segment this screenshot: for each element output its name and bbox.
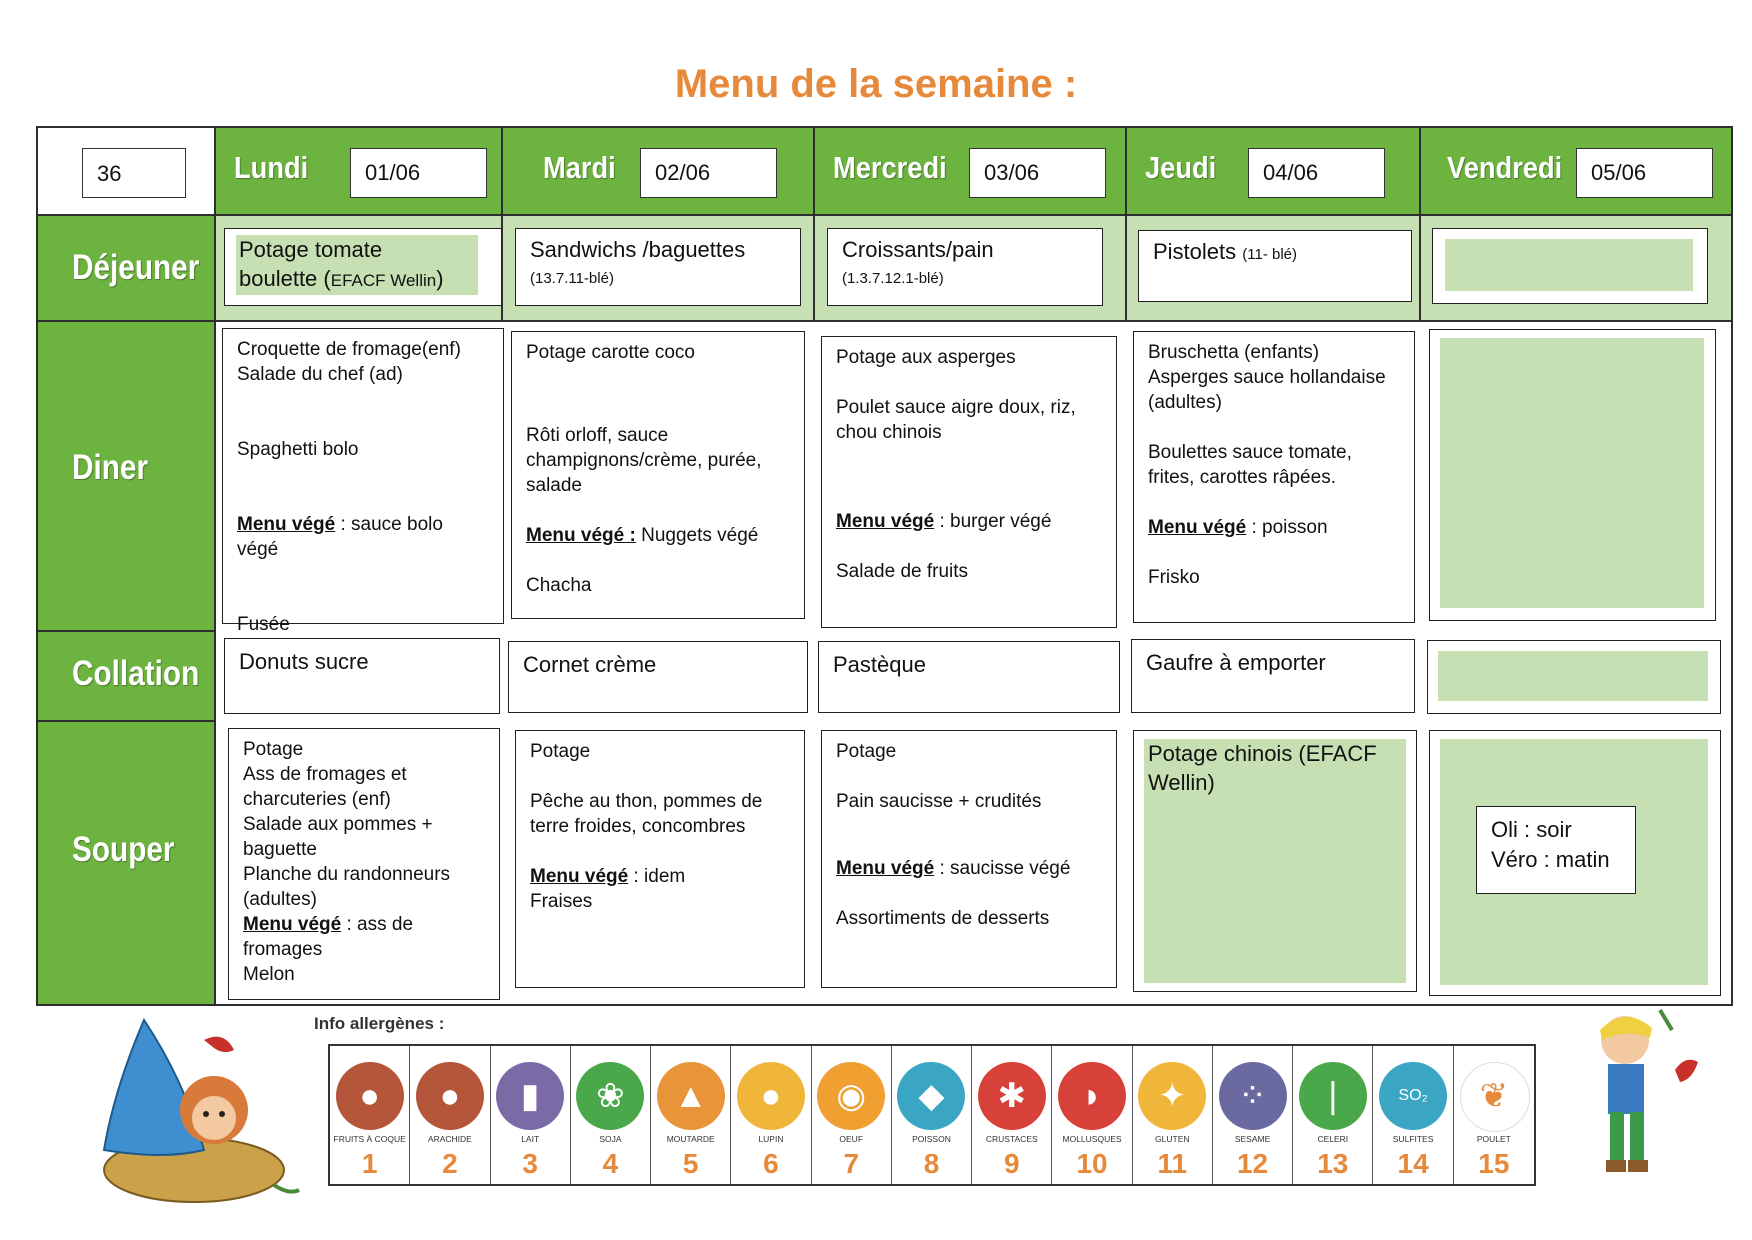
allergen-codes: (13.7.11-blé) xyxy=(530,270,614,287)
vege-dish: : burger végé xyxy=(934,511,1052,532)
allergen-name: LUPIN xyxy=(758,1134,784,1144)
allergen-glyph: ◉ xyxy=(836,1077,867,1115)
allergen-item xyxy=(1052,1046,1132,1184)
diner-lundi xyxy=(222,328,504,635)
diner-jeudi xyxy=(1133,331,1415,623)
date-field: 05/06 xyxy=(1576,148,1713,198)
allergen-item xyxy=(731,1046,811,1184)
allergen-glyph: ✦ xyxy=(1158,1077,1187,1115)
dejeuner-mardi xyxy=(515,228,801,306)
allergen-glyph: ▮ xyxy=(520,1077,540,1115)
dish: Rôti orloff, sauce champignons/crème, purée, salade xyxy=(526,425,762,496)
day-name: Mercredi xyxy=(833,150,947,185)
dish: Salade aux pommes + baguette xyxy=(243,814,433,860)
row-label-dejeuner: Déjeuner xyxy=(72,248,200,287)
allergen-name: MOLLUSQUES xyxy=(1062,1134,1122,1144)
dish: Pêche au thon, pommes de terre froides, concombres xyxy=(530,791,763,837)
allergen-item xyxy=(330,1046,410,1184)
allergen-glyph: ◗ xyxy=(1081,1077,1103,1115)
collation-vendredi xyxy=(1427,640,1721,714)
dish: Potage xyxy=(243,739,304,760)
allergen-item xyxy=(812,1046,892,1184)
allergen-item xyxy=(1454,1046,1534,1184)
allergen-glyph: ✱ xyxy=(997,1077,1026,1115)
allergen-number: 12 xyxy=(1236,1148,1269,1179)
dish: Potage xyxy=(530,741,591,762)
row-label-collation: Collation xyxy=(72,654,200,693)
dish: boulette ( xyxy=(239,266,331,291)
collation-lundi: Donuts sucre xyxy=(224,638,500,714)
row-label-souper: Souper xyxy=(72,830,175,869)
allergen-name: CELERI xyxy=(1317,1134,1349,1144)
staff-note xyxy=(1476,806,1636,894)
dish: Poulet sauce aigre doux, riz, chou chinois xyxy=(836,397,1076,443)
allergen-number: 7 xyxy=(843,1148,860,1179)
allergen-number: 6 xyxy=(763,1148,779,1179)
dejeuner-vendredi xyxy=(1432,228,1708,304)
allergen-glyph: ◆ xyxy=(918,1077,945,1115)
week-number: 36 xyxy=(82,148,186,198)
dish: Planche du randonneurs (adultes) xyxy=(243,864,451,910)
collation-mardi: Cornet crème xyxy=(508,641,808,713)
allergen-item xyxy=(1133,1046,1213,1184)
allergen-item xyxy=(1213,1046,1293,1184)
allergen-number: 4 xyxy=(602,1148,619,1179)
paren: ) xyxy=(436,266,444,291)
dejeuner-mercredi xyxy=(827,228,1103,306)
vege-label: Menu végé xyxy=(836,858,935,879)
vege-dish: : idem xyxy=(628,866,686,887)
dish: Salade du chef (ad) xyxy=(237,364,403,385)
allergen-glyph: ❦ xyxy=(1479,1077,1509,1115)
allergen-glyph: ❘ xyxy=(1318,1077,1348,1115)
allergen-glyph: ● xyxy=(760,1077,782,1115)
allergen-name: SESAME xyxy=(1234,1134,1271,1144)
day-header-mercredi xyxy=(815,128,1125,214)
date-field: 01/06 xyxy=(350,148,487,198)
dish: Asperges sauce hollandaise (adultes) xyxy=(1148,367,1386,413)
allergen-item xyxy=(1373,1046,1453,1184)
date-field: 02/06 xyxy=(640,148,777,198)
empty-highlight xyxy=(1440,338,1704,608)
day-header-mardi xyxy=(503,128,813,214)
allergen-name: POULET xyxy=(1476,1134,1511,1144)
dessert: Salade de fruits xyxy=(836,561,969,582)
collation-jeudi: Gaufre à emporter xyxy=(1131,639,1415,713)
dish: Pistolets xyxy=(1153,239,1237,264)
allergen-item xyxy=(491,1046,571,1184)
vege-dish: : ass de fromages xyxy=(243,914,414,960)
dessert: Chacha xyxy=(526,575,592,596)
page-title: Menu de la semaine : xyxy=(674,62,1078,106)
allergen-number: 13 xyxy=(1317,1148,1349,1179)
day-header-jeudi xyxy=(1127,128,1419,214)
allergen-name: LAIT xyxy=(521,1134,540,1144)
dessert: Fraises xyxy=(530,891,593,912)
allergen-name: GLUTEN xyxy=(1155,1134,1190,1144)
vege-label: Menu végé xyxy=(237,514,336,535)
dessert: Frisko xyxy=(1148,567,1200,588)
empty-highlight xyxy=(1438,651,1708,701)
dessert: Melon xyxy=(243,964,295,985)
day-name: Jeudi xyxy=(1145,150,1217,185)
mascot-acorn-icon xyxy=(74,1000,304,1210)
allergen-name: CRUSTACES xyxy=(985,1134,1038,1144)
allergen-item xyxy=(1293,1046,1373,1184)
note-line: Véro : matin xyxy=(1491,847,1610,872)
allergen-name: OEUF xyxy=(839,1134,864,1144)
allergen-item xyxy=(972,1046,1052,1184)
supplier: EFACF Wellin xyxy=(330,271,437,290)
vege-dish: : poisson xyxy=(1246,517,1328,538)
souper-mardi xyxy=(515,730,805,988)
allergen-item xyxy=(892,1046,972,1184)
week-cell xyxy=(38,128,216,214)
souper-lundi xyxy=(228,728,500,1000)
allergen-name: SOJA xyxy=(599,1134,622,1144)
allergen-item xyxy=(571,1046,651,1184)
allergen-number: 11 xyxy=(1157,1148,1188,1179)
vege-dish: : saucisse végé xyxy=(934,858,1071,879)
date-field: 04/06 xyxy=(1248,148,1385,198)
allergen-number: 5 xyxy=(682,1148,699,1179)
allergen-name: POISSON xyxy=(912,1134,951,1144)
allergen-title: Info allergènes : xyxy=(314,1014,445,1033)
allergen-number: 2 xyxy=(442,1148,458,1179)
dish: Croissants/pain xyxy=(842,237,994,262)
vege-dish: Nuggets végé xyxy=(635,525,759,546)
collation-mercredi: Pastèque xyxy=(818,641,1120,713)
day-name: Vendredi xyxy=(1447,150,1563,185)
vege-label: Menu végé : xyxy=(526,525,636,546)
allergen-item xyxy=(410,1046,490,1184)
dish: Spaghetti bolo xyxy=(237,439,359,460)
allergen-name: ARACHIDE xyxy=(427,1134,472,1144)
day-name: Mardi xyxy=(543,150,616,185)
vege-label: Menu végé xyxy=(1148,517,1247,538)
row-label-diner: Diner xyxy=(72,448,149,487)
dish: Bruschetta (enfants) xyxy=(1148,342,1320,363)
allergen-number: 8 xyxy=(923,1148,940,1179)
vege-label: Menu végé xyxy=(530,866,629,887)
dish: Potage carotte coco xyxy=(526,342,695,363)
vege-label: Menu végé xyxy=(243,914,342,935)
vege-label: Menu végé xyxy=(836,511,935,532)
dish: Potage xyxy=(836,741,897,762)
allergen-glyph: ▲ xyxy=(673,1077,708,1115)
dessert: Assortiments de desserts xyxy=(836,908,1050,929)
note-line: Oli : soir xyxy=(1491,817,1572,842)
allergen-name: SULFITES xyxy=(1392,1134,1434,1144)
dessert: Fusée xyxy=(237,614,290,635)
souper-mercredi xyxy=(821,730,1117,988)
allergen-name: MOUTARDE xyxy=(666,1134,715,1144)
allergen-legend xyxy=(328,1044,1536,1186)
allergen-glyph: SO₂ xyxy=(1398,1087,1428,1104)
allergen-number: 9 xyxy=(1003,1148,1020,1179)
date-field: 03/06 xyxy=(969,148,1106,198)
allergen-number: 3 xyxy=(522,1148,538,1179)
allergen-glyph: ⁘ xyxy=(1238,1077,1267,1115)
dish: Potage tomate xyxy=(239,237,383,262)
dish: Croquette de fromage(enf) xyxy=(237,339,461,360)
dish: Pain saucisse + crudités xyxy=(836,791,1042,812)
day-header-lundi xyxy=(216,128,501,214)
vege-dish: : sauce bolo végé xyxy=(237,514,443,560)
dish: Sandwichs /baguettes xyxy=(530,237,746,262)
dish: Ass de fromages et charcuteries (enf) xyxy=(243,764,407,810)
dish: Potage aux asperges xyxy=(836,347,1016,368)
empty-highlight xyxy=(1445,239,1693,291)
allergen-glyph: ● xyxy=(439,1077,461,1115)
mascot-boy-icon xyxy=(1580,1000,1710,1200)
diner-vendredi xyxy=(1429,329,1716,621)
souper-jeudi xyxy=(1133,730,1417,992)
allergen-glyph: ❀ xyxy=(596,1077,625,1115)
day-header-vendredi xyxy=(1421,128,1731,214)
allergen-number: 14 xyxy=(1397,1148,1429,1179)
allergen-glyph: ● xyxy=(359,1077,380,1115)
dejeuner-jeudi xyxy=(1138,230,1412,302)
diner-mardi xyxy=(511,331,805,619)
day-name: Lundi xyxy=(234,150,309,185)
allergen-codes: (11- blé) xyxy=(1242,246,1298,263)
allergen-number: 15 xyxy=(1478,1148,1510,1179)
allergen-name: FRUITS À COQUE xyxy=(333,1134,406,1144)
allergen-item xyxy=(651,1046,731,1184)
allergen-number: 1 xyxy=(361,1148,378,1179)
allergen-codes: (1.3.7.12.1-blé) xyxy=(842,270,944,287)
dejeuner-lundi xyxy=(224,228,502,306)
diner-mercredi xyxy=(821,336,1117,628)
dish: Boulettes sauce tomate, frites, carottes râpées. xyxy=(1148,442,1352,488)
dish: Potage chinois (EFACF Wellin) xyxy=(1148,741,1377,795)
allergen-number: 10 xyxy=(1076,1148,1108,1179)
